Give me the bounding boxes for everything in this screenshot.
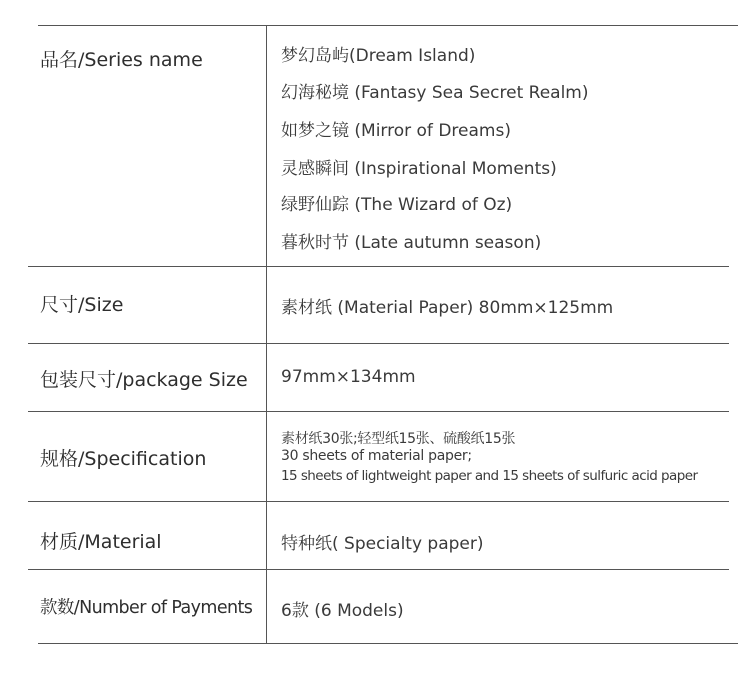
specification-line: 30 sheets of material paper; xyxy=(281,448,472,464)
series-item: 幻海秘境 (Fantasy Sea Secret Realm) xyxy=(281,83,589,103)
row-divider xyxy=(28,501,729,502)
size-value: 素材纸 (Material Paper) 80mm×125mm xyxy=(281,298,614,318)
package-size-label: 包装尺寸/package Size xyxy=(40,369,248,391)
row-divider xyxy=(28,411,729,412)
series-name-label: 品名/Series name xyxy=(40,49,203,71)
material-label: 材质/Material xyxy=(40,531,162,553)
series-item: 梦幻岛屿(Dream Island) xyxy=(281,46,476,66)
table-top-border xyxy=(38,25,738,26)
table-bottom-border xyxy=(38,643,738,644)
specification-line: 15 sheets of lightweight paper and 15 sheets of sulfuric acid paper xyxy=(281,468,698,484)
specification-label: 规格/Specification xyxy=(40,448,207,470)
series-item: 绿野仙踪 (The Wizard of Oz) xyxy=(281,195,513,215)
column-divider xyxy=(266,25,267,643)
package-size-value: 97mm×134mm xyxy=(281,367,416,387)
number-of-models-value: 6款 (6 Models) xyxy=(281,601,404,621)
number-of-models-label: 款数/Number of Payments xyxy=(40,598,253,618)
series-item: 灵感瞬间 (Inspirational Moments) xyxy=(281,159,557,179)
row-divider xyxy=(28,569,729,570)
material-value: 特种纸( Specialty paper) xyxy=(281,534,484,554)
specification-line: 素材纸30张;轻型纸15张、硫酸纸15张 xyxy=(281,431,516,447)
row-divider xyxy=(28,266,729,267)
series-item: 如梦之镜 (Mirror of Dreams) xyxy=(281,121,511,141)
size-label: 尺寸/Size xyxy=(40,294,124,316)
series-item: 暮秋时节 (Late autumn season) xyxy=(281,233,542,253)
row-divider xyxy=(28,343,729,344)
